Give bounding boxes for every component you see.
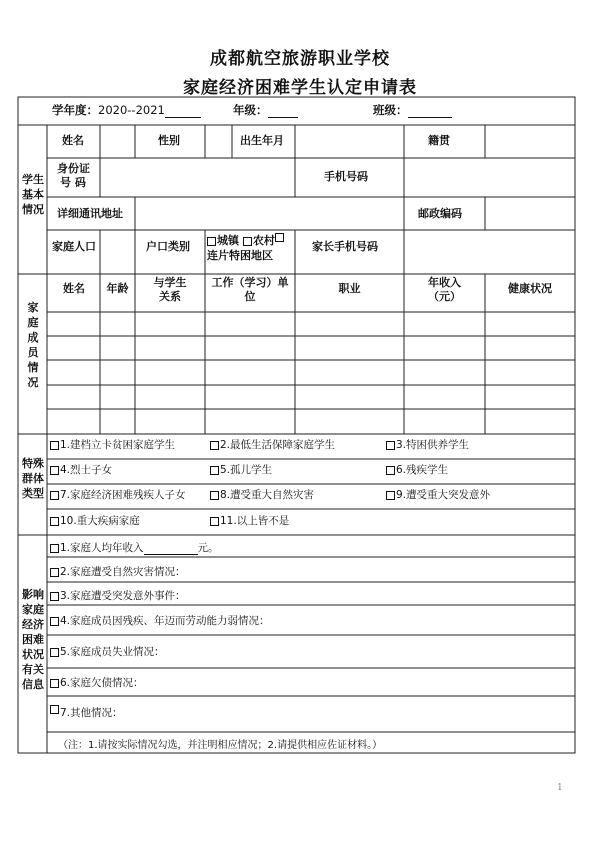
family-member-cell[interactable]	[136, 337, 204, 359]
family-member-cell[interactable]	[136, 386, 204, 408]
special-option-8[interactable]: 8.遭受重大自然灾害	[210, 487, 314, 502]
family-member-cell[interactable]	[206, 361, 294, 384]
influence-income[interactable]: 1.家庭人均年收入 元。	[50, 540, 219, 555]
special-option-7[interactable]: 7.家庭经济困难残疾人子女	[50, 487, 186, 502]
influence-other[interactable]: 7.其他情况：	[50, 705, 123, 720]
family-member-cell[interactable]	[136, 361, 204, 384]
special-option-9[interactable]: 9.遭受重大突发意外	[386, 487, 490, 502]
school-title: 成都航空旅游职业学校	[210, 49, 390, 69]
id-card-label-line2: 号 码	[60, 176, 86, 189]
family-member-cell[interactable]	[296, 361, 403, 384]
hukou-rural-label: 农村	[252, 234, 275, 247]
name-label: 姓名	[62, 134, 84, 147]
family-col-work: 工作（学习）单 位	[211, 276, 289, 303]
hukou-urban-checkbox[interactable]	[207, 237, 216, 246]
gender-input[interactable]	[206, 126, 231, 157]
special-option-4[interactable]: 4.烈士子女	[50, 462, 112, 477]
name-input[interactable]	[101, 126, 134, 157]
birth-label: 出生年月	[240, 134, 284, 147]
family-member-cell[interactable]	[486, 361, 574, 384]
school-year-field[interactable]	[52, 102, 201, 118]
family-member-cell[interactable]	[486, 386, 574, 408]
family-member-cell[interactable]	[206, 313, 294, 335]
family-member-cell[interactable]	[405, 410, 484, 433]
parent-phone-input[interactable]	[405, 231, 574, 273]
id-card-input[interactable]	[101, 159, 294, 196]
address-label: 详细通讯地址	[57, 207, 123, 220]
family-member-cell[interactable]	[405, 337, 484, 359]
grade-field[interactable]	[233, 102, 298, 118]
grade-label: 年级：	[233, 103, 268, 117]
section-influence-label: 影响 家庭 经济 困难 状况 有关 信息	[22, 588, 44, 691]
id-card-label	[57, 162, 90, 190]
family-col-age: 年龄	[106, 282, 129, 295]
form-note: （注：1.请按实际情况勾选，并注明相应情况；2.请提供相应佐证材料。）	[58, 740, 383, 751]
phone-label: 手机号码	[324, 170, 368, 183]
family-member-cell[interactable]	[405, 313, 484, 335]
family-member-cell[interactable]	[136, 410, 204, 433]
family-member-cell[interactable]	[48, 337, 99, 359]
school-year-label: 学年度：	[52, 103, 98, 117]
postcode-input[interactable]	[486, 198, 574, 229]
family-size-label: 家庭人口	[52, 240, 96, 253]
influence-disaster[interactable]: 2.家庭遭受自然灾害情况：	[50, 564, 186, 579]
hukou-urban-label: 城镇	[217, 234, 239, 247]
class-label: 班级：	[373, 103, 408, 117]
family-col-job: 职业	[338, 282, 361, 295]
address-input[interactable]	[136, 198, 403, 229]
special-option-5[interactable]: 5.孤儿学生	[210, 462, 272, 477]
family-member-cell[interactable]	[296, 410, 403, 433]
school-year-value: 2020--2021	[98, 103, 165, 117]
page-number: 1	[557, 783, 563, 793]
influence-unemployment[interactable]: 5.家庭成员失业情况：	[50, 644, 165, 659]
family-col-income: 年收入 （元）	[428, 276, 461, 303]
section-family-label: 家 庭 成 员 情 况	[27, 301, 39, 389]
hukou-label: 户口类别	[146, 240, 190, 253]
influence-accident[interactable]: 3.家庭遭受突发意外事件：	[50, 588, 186, 603]
special-option-10[interactable]: 10.重大疾病家庭	[50, 513, 140, 528]
family-member-cell[interactable]	[486, 313, 574, 335]
section-basic-label: 学生 基本 情况	[22, 173, 44, 216]
hukou-poor-checkbox[interactable]	[275, 233, 284, 242]
special-option-2[interactable]: 2.最低生活保障家庭学生	[210, 437, 335, 452]
origin-input[interactable]	[486, 126, 574, 157]
family-member-cell[interactable]	[486, 410, 574, 433]
family-member-cell[interactable]	[101, 337, 134, 359]
family-member-cell[interactable]	[101, 386, 134, 408]
origin-label: 籍贯	[428, 134, 450, 147]
influence-disability[interactable]: 4.家庭成员因残疾、年迈而劳动能力弱情况：	[50, 613, 270, 628]
family-member-cell[interactable]	[296, 386, 403, 408]
special-option-11[interactable]: 11.以上皆不是	[210, 513, 289, 528]
form-title: 家庭经济困难学生认定申请表	[183, 78, 417, 98]
family-member-cell[interactable]	[48, 410, 99, 433]
hukou-options	[207, 233, 285, 263]
family-member-cell[interactable]	[206, 410, 294, 433]
hukou-poor-label: 连片特困地区	[207, 249, 273, 262]
postcode-label: 邮政编码	[418, 207, 462, 220]
class-field[interactable]	[373, 102, 452, 118]
family-col-health: 健康状况	[508, 282, 552, 295]
gender-label: 性别	[158, 134, 180, 147]
special-option-6[interactable]: 6.残疾学生	[386, 462, 448, 477]
family-member-cell[interactable]	[101, 410, 134, 433]
family-col-relation: 与学生 关系	[153, 276, 187, 303]
family-member-cell[interactable]	[48, 313, 99, 335]
family-member-cell[interactable]	[486, 337, 574, 359]
family-member-cell[interactable]	[136, 313, 204, 335]
family-size-input[interactable]	[101, 231, 134, 273]
influence-debt[interactable]: 6.家庭欠债情况：	[50, 675, 144, 690]
family-member-cell[interactable]	[206, 386, 294, 408]
family-member-cell[interactable]	[405, 386, 484, 408]
family-col-name: 姓名	[63, 282, 85, 295]
phone-input[interactable]	[405, 159, 574, 196]
family-member-cell[interactable]	[101, 361, 134, 384]
section-special-label: 特殊 群体 类型	[22, 457, 44, 500]
special-option-3[interactable]: 3.特困供养学生	[386, 437, 469, 452]
id-card-label-line1: 身份证	[57, 162, 90, 175]
birth-input[interactable]	[296, 126, 403, 157]
family-member-cell[interactable]	[101, 313, 134, 335]
family-member-cell[interactable]	[296, 337, 403, 359]
family-member-cell[interactable]	[48, 386, 99, 408]
special-option-1[interactable]: 1.建档立卡贫困家庭学生	[50, 437, 175, 452]
family-member-cell[interactable]	[206, 337, 294, 359]
hukou-rural-checkbox[interactable]	[243, 237, 252, 246]
parent-phone-label: 家长手机号码	[312, 240, 378, 253]
family-member-cell[interactable]	[48, 361, 99, 384]
family-member-cell[interactable]	[405, 361, 484, 384]
family-member-cell[interactable]	[296, 313, 403, 335]
